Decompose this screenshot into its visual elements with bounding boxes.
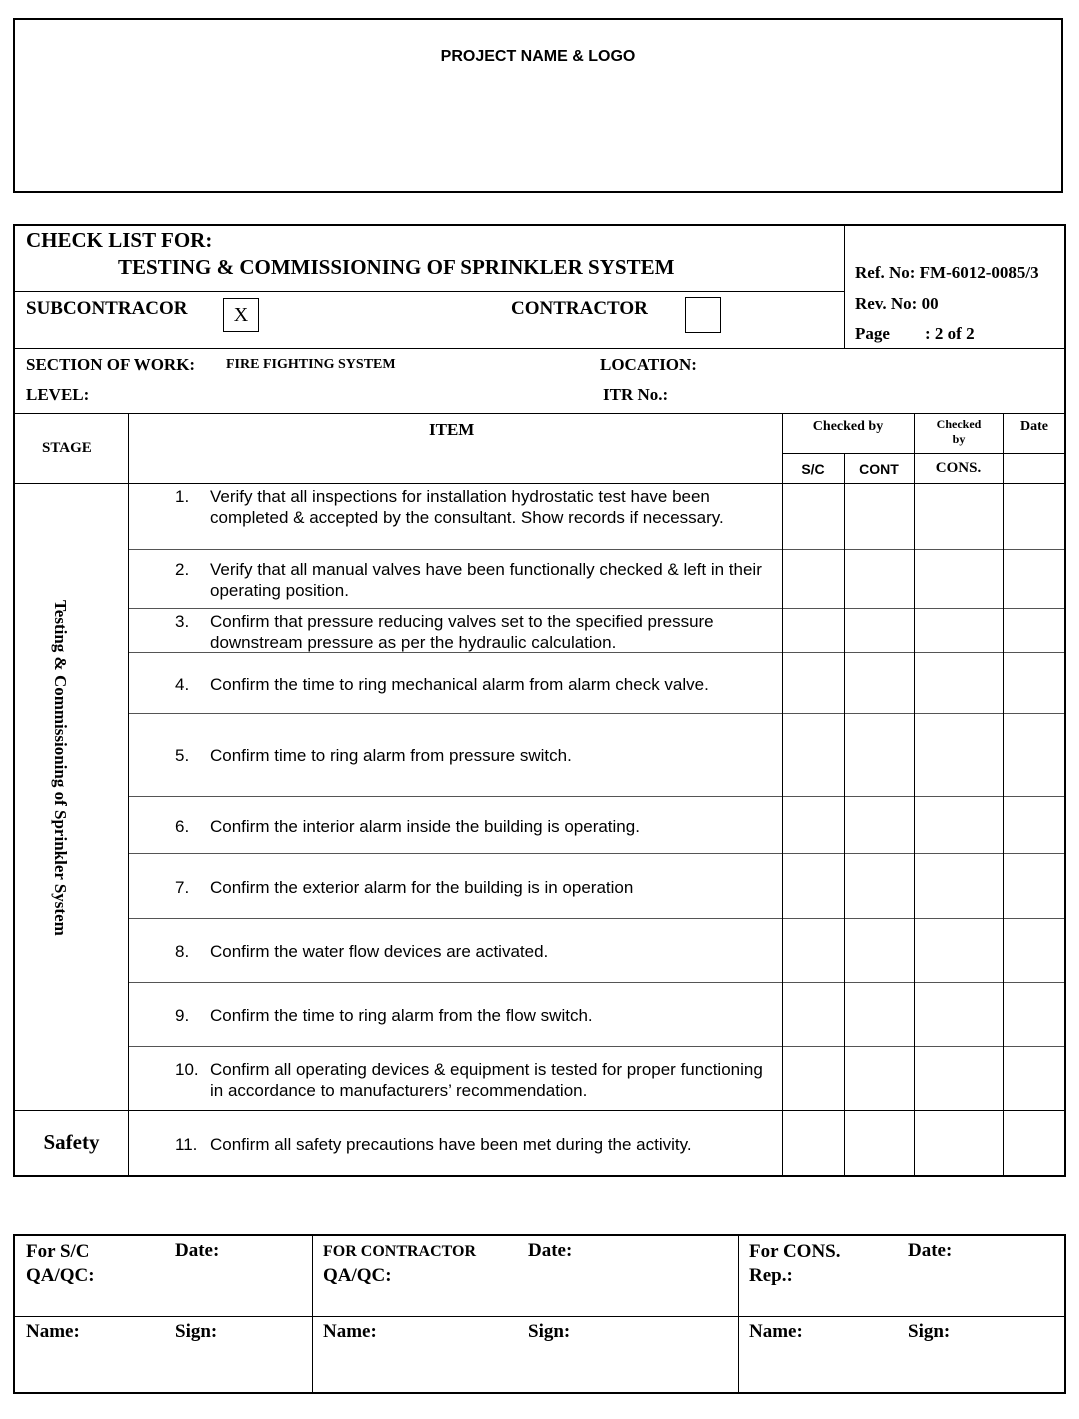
- sc-name-label: Name:: [26, 1321, 80, 1342]
- sc-date-label: Date:: [175, 1240, 220, 1261]
- stage-testing-label: Testing & Commissioning of Sprinkler System: [51, 600, 70, 936]
- item-number: 5.: [175, 746, 190, 765]
- divider: [128, 413, 129, 1175]
- row-divider: [128, 608, 1064, 609]
- checklist-item: [175, 611, 775, 653]
- section-of-work-label: SECTION OF WORK:: [26, 355, 196, 374]
- checklist-item: [175, 816, 775, 837]
- item-text: Confirm that pressure reducing valves set to the specified pressure downstream pressure as per the hydraulic calculation.: [210, 612, 714, 652]
- sc-header: S/C: [801, 461, 825, 477]
- divider: [844, 226, 845, 348]
- cons-date-label: Date:: [908, 1240, 953, 1261]
- project-name-logo: PROJECT NAME & LOGO: [440, 48, 636, 65]
- item-text: Confirm the exterior alarm for the building is in operation: [210, 878, 634, 897]
- item-number: 3.: [175, 612, 190, 631]
- date-header: Date: [1020, 419, 1048, 434]
- divider: [15, 348, 1064, 349]
- item-text: Confirm all safety precautions have been met during the activity.: [210, 1135, 692, 1154]
- checklist-title: TESTING & COMMISSIONING OF SPRINKLER SYSTEM: [118, 255, 675, 279]
- contractor-label-line1: FOR CONTRACTOR: [323, 1243, 477, 1260]
- stage-testing-commissioning: [50, 600, 80, 995]
- sc-sign-label: Sign:: [175, 1321, 218, 1342]
- checklist-item: [175, 674, 775, 695]
- cons-rep-label: [749, 1240, 840, 1288]
- checked-by-cons-header: Checked by: [936, 417, 982, 446]
- checklist-item: [175, 941, 775, 962]
- checklist-item: [175, 877, 775, 898]
- subcontractor-label: SUBCONTRACOR: [26, 298, 188, 319]
- divider: [782, 453, 1064, 454]
- divider: [1003, 413, 1004, 1175]
- item-number: 6.: [175, 817, 190, 836]
- rev-number: Rev. No: 00: [855, 294, 939, 313]
- page-label: Page: [855, 324, 890, 343]
- contractor-checkbox[interactable]: [685, 297, 721, 333]
- contractor-date-label: Date:: [528, 1240, 573, 1261]
- item-text: Confirm the water flow devices are activated.: [210, 942, 549, 961]
- row-divider: [128, 1046, 1064, 1047]
- section-of-work-value: FIRE FIGHTING SYSTEM: [226, 357, 396, 372]
- checklist-item: [175, 1059, 775, 1101]
- row-divider: [128, 853, 1064, 854]
- divider: [782, 413, 783, 1175]
- cons-header: CONS.: [935, 460, 982, 476]
- page-number: : 2 of 2: [925, 324, 975, 343]
- row-divider: [128, 982, 1064, 983]
- checked-by-header: Checked by: [812, 419, 884, 434]
- cont-header: CONT: [859, 461, 899, 477]
- item-text: Confirm the interior alarm inside the building is operating.: [210, 817, 640, 836]
- item-number: 4.: [175, 675, 190, 694]
- row-divider: [128, 713, 1064, 714]
- contractor-qaqc-label: [323, 1240, 476, 1288]
- cons-name-label: Name:: [749, 1321, 803, 1342]
- row-divider: [128, 796, 1064, 797]
- location-label: LOCATION:: [600, 355, 697, 374]
- item-number: 8.: [175, 942, 190, 961]
- sc-qaqc-label: [26, 1240, 95, 1288]
- contractor-label: CONTRACTOR: [511, 298, 648, 319]
- checkbox-mark: X: [233, 304, 249, 326]
- checklist-item: [175, 1134, 775, 1155]
- stage-header: STAGE: [42, 440, 92, 456]
- checklist-item: [175, 559, 775, 601]
- level-label: LEVEL:: [26, 385, 90, 404]
- item-number: 2.: [175, 560, 190, 579]
- item-number: 11.: [175, 1135, 198, 1154]
- sc-label-line1: For S/C: [26, 1241, 90, 1262]
- item-text: Confirm all operating devices & equipment is tested for proper functioning in accordance to manufacturers’ recommendation.: [210, 1060, 763, 1100]
- divider: [15, 413, 1064, 414]
- cons-sign-label: Sign:: [908, 1321, 951, 1342]
- item-text: Confirm the time to ring mechanical alarm from alarm check valve.: [210, 675, 709, 694]
- row-divider: [128, 918, 1064, 919]
- item-header: ITEM: [429, 420, 475, 439]
- ref-number: Ref. No: FM-6012-0085/3: [855, 263, 1039, 282]
- checklist-title-label: CHECK LIST FOR:: [26, 228, 213, 252]
- itr-number-label: ITR No.:: [603, 385, 669, 404]
- subcontractor-checkbox[interactable]: [223, 298, 259, 332]
- contractor-sign-label: Sign:: [528, 1321, 571, 1342]
- cons-label-line1: For CONS.: [749, 1241, 841, 1262]
- item-text: Verify that all manual valves have been functionally checked & left in their operating position.: [210, 560, 762, 600]
- divider: [738, 1236, 739, 1392]
- item-text: Confirm the time to ring alarm from the flow switch.: [210, 1006, 593, 1025]
- divider: [312, 1236, 313, 1392]
- contractor-label-line2: QA/QC:: [323, 1265, 392, 1286]
- sc-label-line2: QA/QC:: [26, 1265, 95, 1286]
- item-text: Confirm time to ring alarm from pressure switch.: [210, 746, 572, 765]
- item-number: 7.: [175, 878, 190, 897]
- row-divider: [15, 1110, 1064, 1111]
- divider: [844, 453, 845, 1175]
- contractor-name-label: Name:: [323, 1321, 377, 1342]
- project-header: [13, 18, 1063, 193]
- checklist-item: [175, 486, 775, 528]
- item-number: 10.: [175, 1060, 199, 1079]
- item-number: 9.: [175, 1006, 190, 1025]
- divider: [914, 413, 915, 1175]
- row-divider: [128, 549, 1064, 550]
- divider: [15, 483, 1064, 484]
- item-text: Verify that all inspections for installation hydrostatic test have been completed & accepted by the consultant. Show records if necessary.: [210, 487, 724, 527]
- item-number: 1.: [175, 487, 190, 506]
- cons-label-line2: Rep.:: [749, 1265, 793, 1286]
- divider: [15, 1316, 1064, 1317]
- checklist-item: [175, 1005, 775, 1026]
- stage-safety-label: Safety: [43, 1130, 100, 1154]
- checklist-item: [175, 745, 775, 766]
- divider: [15, 291, 845, 292]
